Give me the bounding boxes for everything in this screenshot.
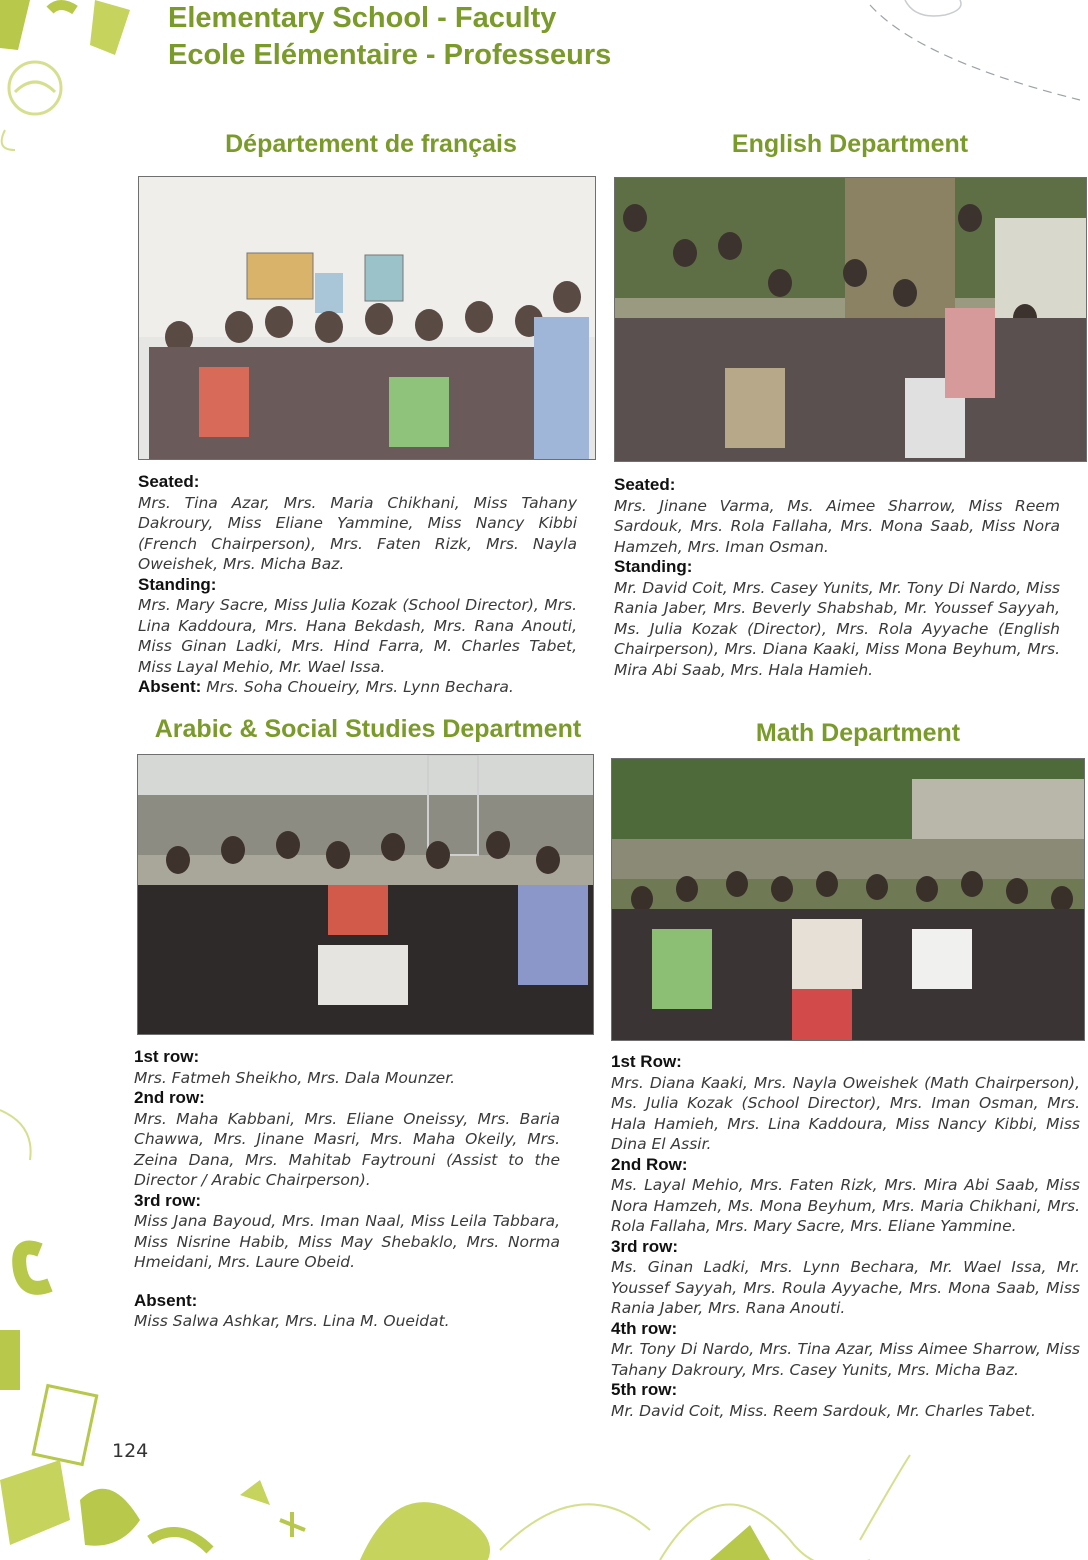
caption-heading: Standing: (138, 574, 217, 594)
decorative-letters-top-left (0, 0, 150, 160)
caption-heading: 3rd row: (611, 1236, 679, 1256)
caption-heading: 4th row: (611, 1318, 678, 1338)
french-department-title: Département de français (225, 130, 517, 158)
caption-names: Mrs. Soha Choueiry, Mrs. Lynn Bechara. (206, 678, 514, 696)
page-title-english: Elementary School - Faculty (168, 2, 557, 34)
caption-names: Mr. David Coit, Mrs. Casey Yunits, Mr. Tony Di Nardo, Miss Rania Jaber, Mrs. Beverly Shabshab, Mr. Youssef Sayyah, Ms. Julia Kozak (Director), Mrs. Rola Ayyache (English Chairperson), Mrs. Diana Kaaki, Miss Mona Beyhum, Mrs. Mira Abi Saab, Mrs. Hala Hamieh. (614, 578, 1060, 679)
caption-names: Mrs. Tina Azar, Mrs. Maria Chikhani, Miss Tahany Dakroury, Miss Eliane Yammine, Miss Nancy Kibbi (French Chairperson), Mrs. Faten Rizk, Mrs. Nayla Oweishek, Mrs. Micha Baz. (138, 493, 577, 573)
caption-names: Mrs. Maha Kabbani, Mrs. Eliane Oneissy, Mrs. Baria Chawwa, Mrs. Jinane Masri, Mrs. Maha Okeily, Mrs. Zeina Dana, Mrs. Mahitab Faytrouni (Assist to the Director / Arabic Chairperson). (134, 1109, 560, 1189)
caption-names: Mrs. Jinane Varma, Ms. Aimee Sharrow, Miss Reem Sardouk, Mrs. Rola Fallaha, Mrs. Mona Saab, Miss Nora Hamzeh, Mrs. Iman Osman. (614, 496, 1060, 556)
caption-names: Mr. David Coit, Miss. Reem Sardouk, Mr. Charles Tabet. (611, 1401, 1036, 1420)
math-department-title: Math Department (755, 719, 961, 747)
arabic-department-photo (137, 754, 594, 1035)
caption-heading: Seated: (614, 475, 676, 494)
caption-names: Ms. Ginan Ladki, Mrs. Lynn Bechara, Mr. Wael Issa, Mr. Youssef Sayyah, Mrs. Roula Ayyache, Mrs. Mona Saab, Miss Rania Jaber, Mrs. Rana Anouti. (611, 1258, 1080, 1317)
caption-names: Mr. Tony Di Nardo, Mrs. Tina Azar, Miss Aimee Sharrow, Miss Tahany Dakroury, Mrs. Casey Yunits, Mrs. Micha Baz. (611, 1340, 1080, 1379)
caption-names: Ms. Layal Mehio, Mrs. Faten Rizk, Mrs. Mira Abi Saab, Miss Nora Hamzeh, Ms. Mona Beyhum, Mrs. Maria Chikhani, Mrs. Rola Fallaha, Mrs. Mary Sacre, Mrs. Eliane Yammine. (611, 1176, 1080, 1235)
caption-names: Miss Jana Bayoud, Mrs. Iman Naal, Miss Leila Tabbara, Miss Nisrine Habib, Miss May Shebaklo, Mrs. Norma Hmeidani, Mrs. Laure Obeid. (134, 1212, 560, 1271)
caption-heading: 2nd row: (134, 1088, 205, 1107)
group-photo-icon (138, 755, 593, 1034)
caption-heading: 5th row: (611, 1380, 678, 1399)
caption-names: Mrs. Diana Kaaki, Mrs. Nayla Oweishek (Math Chairperson), Ms. Julia Kozak (School Director), Mrs. Iman Osman, Mrs. Hala Hamieh, Mrs. Lina Kaddoura, Miss Nancy Kibbi, Miss Dina El Assir. (611, 1073, 1080, 1153)
caption-names: Mrs. Mary Sacre, Miss Julia Kozak (School Director), Mrs. Lina Kaddoura, Mrs. Hana Bekdash, Mrs. Rana Anouti, Miss Ginan Ladki, Mrs. Hind Farra, M. Charles Tabet, Miss Layal Mehio, Mr. Wael Issa. (138, 596, 577, 676)
arabic-department-title: Arabic & Social Studies Department (154, 715, 582, 743)
group-photo-icon (139, 177, 595, 459)
caption-heading: 1st Row: (611, 1052, 682, 1071)
math-department-caption (611, 1052, 1080, 1421)
caption-heading: Standing: (614, 557, 693, 576)
group-photo-icon (615, 178, 1086, 461)
group-photo-icon (612, 759, 1084, 1040)
decorative-swirl-bottom (240, 1440, 1088, 1560)
english-department-photo (614, 177, 1087, 462)
math-department-photo (611, 758, 1085, 1041)
french-department-caption (138, 472, 577, 698)
english-department-title: English Department (731, 130, 969, 158)
page-title-french: Ecole Elémentaire - Professeurs (168, 39, 612, 71)
page-number: 124 (112, 1440, 149, 1462)
english-department-caption (614, 475, 1060, 680)
arabic-department-caption (134, 1047, 560, 1332)
caption-heading: 2nd Row: (611, 1154, 688, 1174)
french-department-photo (138, 176, 596, 460)
caption-heading: Seated: (138, 472, 200, 491)
caption-heading: 3rd row: (134, 1190, 202, 1210)
caption-names: Miss Salwa Ashkar, Mrs. Lina M. Oueidat. (134, 1312, 450, 1330)
caption-names: Mrs. Fatmeh Sheikho, Mrs. Dala Mounzer. (134, 1068, 456, 1087)
caption-heading: Absent: (138, 677, 202, 696)
caption-heading: Absent: (134, 1290, 198, 1310)
page-title (168, 0, 611, 74)
caption-heading: 1st row: (134, 1047, 200, 1066)
decorative-swirl-top-right (860, 0, 1088, 110)
